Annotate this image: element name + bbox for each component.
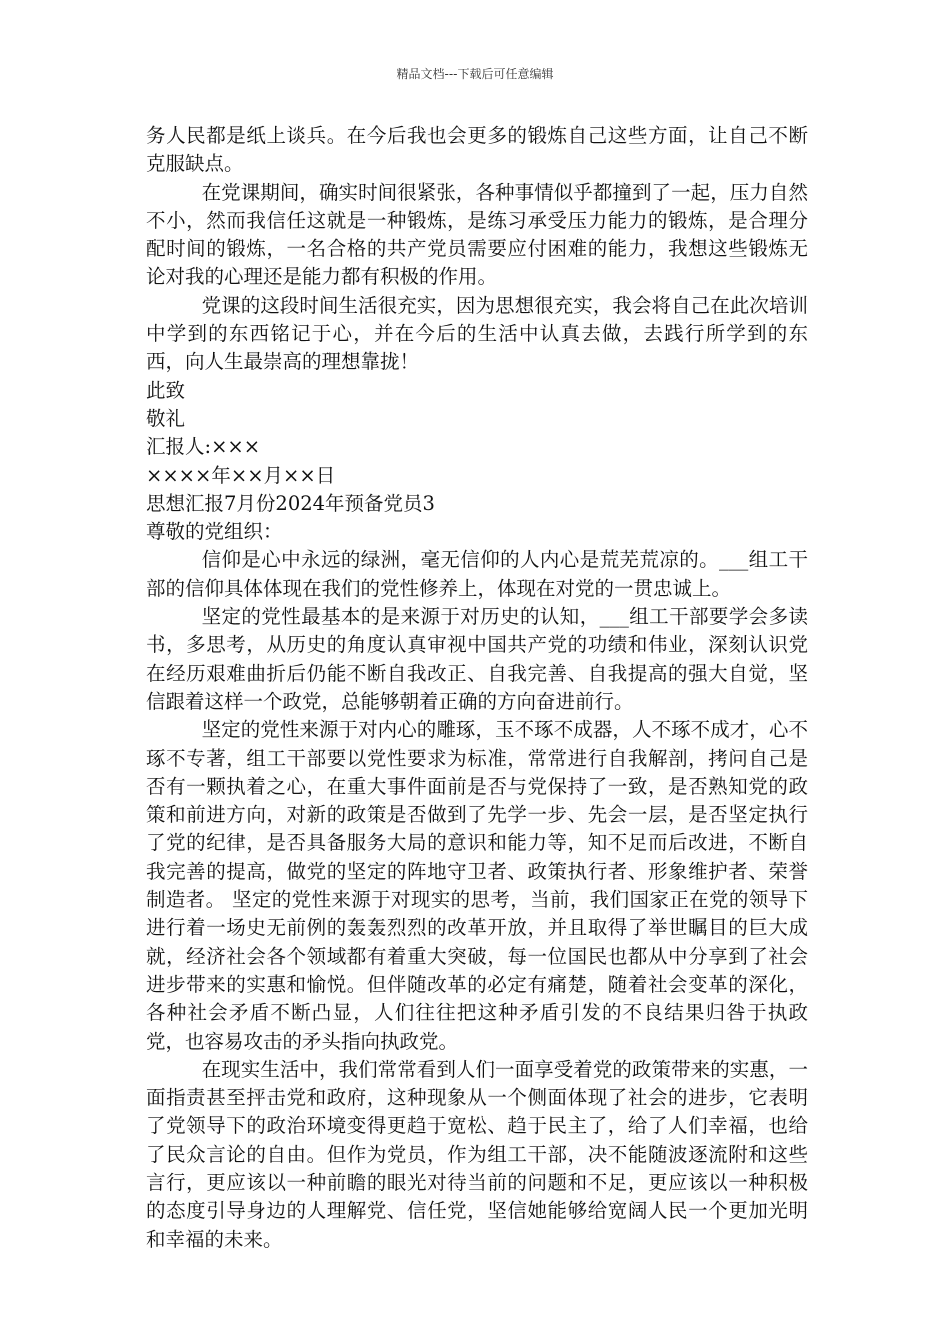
document-body bbox=[146, 122, 808, 1254]
reporter-signature: 汇报人:××× bbox=[146, 435, 261, 459]
section-title: 思想汇报7月份2024年预备党员3 bbox=[146, 491, 435, 515]
paragraph-self-cultivation: 坚定的党性来源于对内心的雕琢，玉不琢不成器，人不琢不成才，心不琢不专著，组工干部要以党性要求为标准，常常进行自我解剖，拷问自己是否有一颗执着之心，在重大事件面前是否与党保持了一致，是否熟知党的政策和前进方向，对新的政策是否做到了先学一步、先会一层，是否坚定执行了党的纪律，是否具备服务大局的意识和能力等，知不足而后改进，不断自我完善的提高，做党的坚定的阵地守卫者、政策执行者、形象维护者、荣誉制造者。 坚定的党性来源于对现实的思考，当前，我们国家正在党的领导下进行着一场史无前例的轰轰烈烈的改革开放，并且取得了举世瞩目的巨大成就，经济社会各个领域都有着重大突破，每一位国民也都从中分享到了社会进步带来的实惠和愉悦。但伴随改革的必定有痛楚，随着社会变革的深化，各种社会矛盾不断凸显，人们往往把这种矛盾引发的不良结果归咎于执政党，也容易攻击的矛头指向执政党。 bbox=[146, 718, 808, 1053]
closing-regards: 敬礼 bbox=[146, 406, 186, 430]
report-date: ××××年××月××日 bbox=[146, 463, 336, 487]
paragraph-continuation: 务人民都是纸上谈兵。在今后我也会更多的锻炼自己这些方面，让自己不断克服缺点。 bbox=[146, 124, 808, 176]
paragraph-history: 坚定的党性最基本的是来源于对历史的认知，___组工干部要学会多读书，多思考，从历史的角度认真审视中国共产党的功绩和伟业，深刻认识党在经历艰难曲折后仍能不断自我改正、自我完善、自我提高的强大自觉，坚信跟着这样一个政党，总能够朝着正确的方向奋进前行。 bbox=[146, 605, 808, 713]
paragraph-pressure: 在党课期间，确实时间很紧张，各种事情似乎都撞到了一起，压力自然不小，然而我信任这就是一种锻炼，是练习承受压力能力的锻炼，是合理分配时间的锻炼，一名合格的共产党员需要应付困难的能力，我想这些锻炼无论对我的心理还是能力都有积极的作用。 bbox=[146, 180, 808, 289]
paragraph-reality: 在现实生活中，我们常常看到人们一面享受着党的政策带来的实惠，一面指责甚至抨击党和政府，这种现象从一个侧面体现了社会的进步，它表明了党领导下的政治环境变得更趋于宽松、趋于民主了，给了人们幸福，也给了民众言论的自由。但作为党员，作为组工干部，决不能随波逐流附和这些言行，更应该以一种前瞻的眼光对待当前的问题和不足，更应该以一种积极的态度引导身边的人理解党、信任党，坚信她能够给宽阔人民一个更加光明和幸福的未来。 bbox=[146, 1057, 808, 1251]
paragraph-training: 党课的这段时间生活很充实，因为思想很充实，我会将自己在此次培训中学到的东西铭记于心，并在今后的生活中认真去做，去践行所学到的东西，向人生最崇高的理想靠拢！ bbox=[146, 293, 808, 374]
page-header: 精品文档---下载后可任意编辑 bbox=[396, 67, 554, 81]
paragraph-faith: 信仰是心中永远的绿洲，毫无信仰的人内心是荒芜荒凉的。___组工干部的信仰具体体现在我们的党性修养上，体现在对党的一贯忠诚上。 bbox=[146, 548, 808, 600]
closing-salutation: 此致 bbox=[146, 378, 186, 402]
greeting: 尊敬的党组织： bbox=[146, 520, 283, 544]
